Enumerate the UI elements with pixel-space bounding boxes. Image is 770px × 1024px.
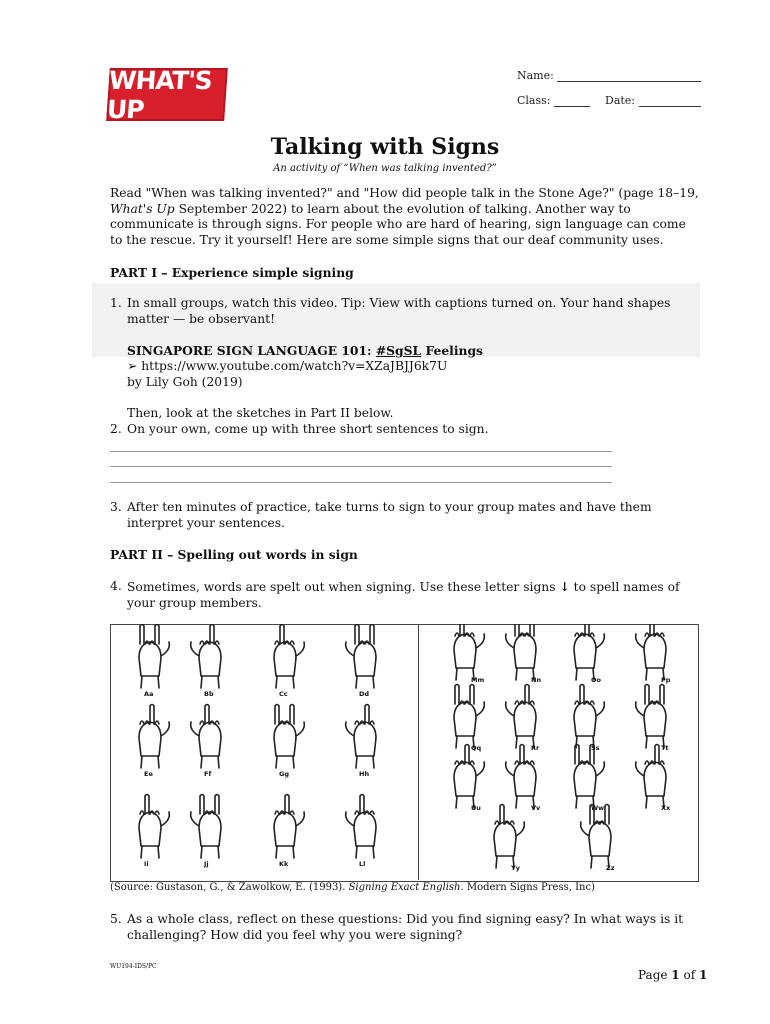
hand-signs-svg <box>110 624 697 880</box>
letter-sign-label: Ww <box>591 804 605 812</box>
letter-sign-label: Cc <box>279 690 288 698</box>
hand-sign-tt <box>636 685 666 749</box>
page-number: Page 1 of 1 <box>638 968 708 982</box>
hand-sign-ww <box>574 745 604 809</box>
letter-sign-label: Dd <box>359 690 370 698</box>
magazine-title: What's Up <box>110 201 175 216</box>
video-link-row <box>127 359 447 375</box>
hand-sign-zz <box>581 805 611 869</box>
hand-sign-hh <box>346 705 376 769</box>
hand-sign-ff <box>191 705 221 769</box>
hand-sign-oo <box>574 624 604 680</box>
item4-text: Sometimes, words are spelt out when signing. Use these letter signs ↓ to spell names of your group members. <box>127 579 680 610</box>
document-code: WU194-IDS/PC <box>110 963 157 970</box>
hand-sign-xx <box>636 745 666 809</box>
figure-source: (Source: Gustason, G., & Zawolkow, E. (1993). Signing Exact English. Modern Signs Press, Inc) <box>110 882 595 893</box>
hand-sign-kk <box>274 795 304 859</box>
hand-sign-vv <box>506 745 536 809</box>
hashtag-link[interactable]: #SgSL <box>375 343 422 358</box>
video-author: by Lily Goh (2019) <box>127 375 243 389</box>
hand-sign-gg <box>274 705 304 769</box>
item3-text: After ten minutes of practice, take turns to sign to your group mates and have them interpret your sentences. <box>127 500 652 530</box>
down-arrow-icon: ↓ <box>559 579 570 594</box>
item2-text: On your own, come up with three short sentences to sign. <box>127 422 489 436</box>
letter-sign-label: Nn <box>531 676 542 684</box>
then-text: Then, look at the sketches in Part II below. <box>127 406 394 420</box>
letter-sign-label: Tt <box>661 744 669 752</box>
letter-sign-label: Ll <box>359 860 366 868</box>
part1-heading: PART I – Experience simple signing <box>110 265 354 280</box>
hand-sign-dd <box>346 625 376 689</box>
intro-paragraph: Read "When was talking invented?" and "How did people talk in the Stone Age?" (page 18–19, What's Up September 2022) to learn about the evolution of talking. Another way to communicate is through signs. For people who are hard of hearing, sign language can come to the rescue. Try it yourself! Here are some simple signs that our deaf community uses. <box>110 186 699 247</box>
whats-up-logo <box>105 65 228 124</box>
class-label: Class: <box>517 94 551 107</box>
answer-line[interactable] <box>110 451 612 452</box>
hand-sign-ii <box>139 795 169 859</box>
letter-sign-label: Rr <box>531 744 540 752</box>
letter-sign-label: Vv <box>531 804 541 812</box>
item2-number: 2. <box>110 422 122 436</box>
hand-sign-uu <box>454 745 484 809</box>
name-label: Name: <box>517 69 554 82</box>
logo-text: WHAT'S UP <box>105 65 213 124</box>
letter-sign-label: Zz <box>606 864 615 872</box>
hand-sign-cc <box>274 625 304 689</box>
hand-sign-bb <box>191 625 221 689</box>
date-field[interactable] <box>605 94 701 107</box>
item5-number: 5. <box>110 912 122 926</box>
hand-sign-aa <box>139 625 169 689</box>
letter-sign-label: Bb <box>204 690 214 698</box>
item1-text: In small groups, watch this video. Tip: View with captions turned on. Your hand shapes matter — be observant! <box>127 296 671 326</box>
answer-line[interactable] <box>110 482 612 483</box>
letter-sign-label: Yy <box>511 864 520 872</box>
letter-sign-label: Qq <box>471 744 482 752</box>
letter-sign-label: Ss <box>591 744 600 752</box>
answer-line[interactable] <box>110 466 612 467</box>
class-field[interactable] <box>517 94 590 107</box>
item4-number: 4. <box>110 579 122 593</box>
item1-number: 1. <box>110 296 122 310</box>
arrow-bullet-icon: ➢ <box>127 359 138 373</box>
letter-sign-label: Kk <box>279 860 289 868</box>
name-field[interactable] <box>517 69 701 82</box>
letter-sign-label: Hh <box>359 770 370 778</box>
letter-sign-label: Aa <box>144 690 154 698</box>
hand-sign-ee <box>139 705 169 769</box>
item5-text: As a whole class, reflect on these questions: Did you find signing easy? In what ways is it challenging? How did you feel why you were signing? <box>127 912 684 942</box>
page-title: Talking with Signs <box>270 134 500 160</box>
letter-sign-label: Uu <box>471 804 481 812</box>
letter-sign-label: Jj <box>204 860 209 868</box>
hand-sign-pp <box>636 624 666 680</box>
letter-sign-label: Ii <box>144 860 149 868</box>
hand-sign-jj <box>191 795 221 859</box>
page-subtitle: An activity of “When was talking invented?” <box>273 163 497 174</box>
letter-sign-label: Ee <box>144 770 153 778</box>
item3-number: 3. <box>110 500 122 514</box>
hand-sign-ss <box>574 685 604 749</box>
letter-sign-label: Xx <box>661 804 671 812</box>
letter-sign-label: Gg <box>279 770 289 778</box>
letter-sign-label: Pp <box>661 676 671 684</box>
date-label: Date: <box>605 94 636 107</box>
hand-sign-ll <box>346 795 376 859</box>
video-url-link[interactable]: https://www.youtube.com/watch?v=XZaJBJJ6k7U <box>141 359 448 373</box>
video-title: SINGAPORE SIGN LANGUAGE 101: #SgSL Feelings <box>127 343 483 358</box>
hand-sign-mm <box>454 624 484 680</box>
letter-sign-label: Oo <box>591 676 601 684</box>
letter-sign-label: Mm <box>471 676 485 684</box>
part2-heading: PART II – Spelling out words in sign <box>110 547 358 562</box>
hand-sign-yy <box>494 805 524 869</box>
hand-sign-nn <box>506 624 536 680</box>
letter-sign-label: Ff <box>204 770 212 778</box>
hand-sign-qq <box>454 685 484 749</box>
hand-sign-rr <box>506 685 536 749</box>
